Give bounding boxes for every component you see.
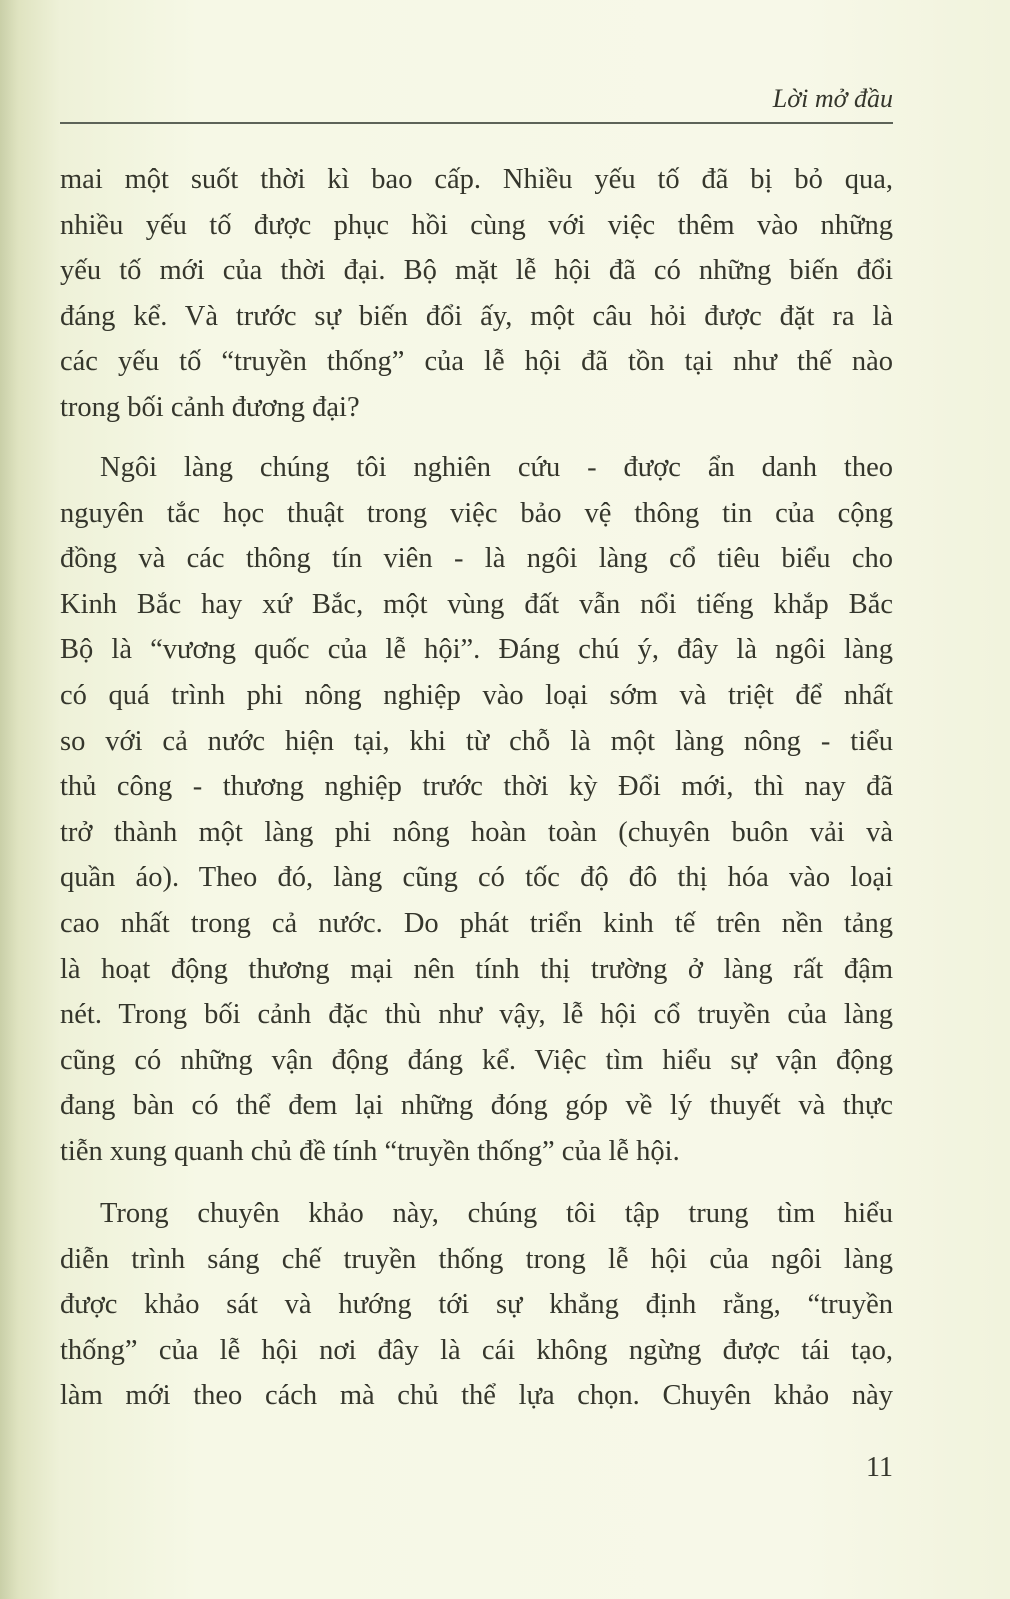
text-line: Trong chuyên khảo này, chúng tôi tập trung tìm hiểu: [100, 1198, 893, 1229]
paragraph-3: [60, 1191, 893, 1419]
text-line: Kinh Bắc hay xứ Bắc, một vùng đất vẫn nổi tiếng khắp Bắc: [60, 588, 893, 620]
text-line: thống” của lễ hội nơi đây là cái không ngừng được tái tạo,: [60, 1334, 893, 1366]
paragraph-2: [60, 445, 893, 1175]
text-line: nhiều yếu tố được phục hồi cùng với việc thêm vào những: [60, 209, 893, 241]
text-line: thủ công - thương nghiệp trước thời kỳ Đổi mới, thì nay đã: [60, 771, 893, 803]
text-line: các yếu tố “truyền thống” của lễ hội đã tồn tại như thế nào: [60, 346, 893, 378]
text-line: có quá trình phi nông nghiệp vào loại sớm và triệt để nhất: [60, 679, 893, 711]
text-line: cao nhất trong cả nước. Do phát triển kinh tế trên nền tảng: [60, 907, 893, 939]
text-line: tiễn xung quanh chủ đề tính “truyền thống” của lễ hội.: [60, 1135, 680, 1167]
text-line: nguyên tắc học thuật trong việc bảo vệ thông tin của cộng: [60, 497, 893, 529]
text-line: mai một suốt thời kì bao cấp. Nhiều yếu tố đã bị bỏ qua,: [60, 164, 893, 195]
text-line: đáng kể. Và trước sự biến đổi ấy, một câu hỏi được đặt ra là: [60, 300, 893, 332]
text-line: yếu tố mới của thời đại. Bộ mặt lễ hội đã có những biến đổi: [60, 255, 893, 287]
text-line: diễn trình sáng chế truyền thống trong lễ hội của ngôi làng: [60, 1243, 893, 1275]
chapter-title: Lời mở đầu: [772, 84, 893, 113]
text-line: quần áo). Theo đó, làng cũng có tốc độ đô thị hóa vào loại: [60, 862, 893, 894]
text-line: đang bàn có thể đem lại những đóng góp về lý thuyết và thực: [60, 1090, 893, 1122]
page-number: 11: [866, 1452, 893, 1483]
paragraph-1: [60, 157, 893, 431]
text-line: so với cả nước hiện tại, khi từ chỗ là một làng nông - tiểu: [60, 725, 893, 757]
text-line: Ngôi làng chúng tôi nghiên cứu - được ẩn danh theo: [100, 452, 893, 483]
text-line: cũng có những vận động đáng kể. Việc tìm hiểu sự vận động: [60, 1044, 893, 1076]
text-line: nét. Trong bối cảnh đặc thù như vậy, lễ hội cổ truyền của làng: [60, 999, 893, 1031]
text-line: là hoạt động thương mại nên tính thị trường ở làng rất đậm: [60, 953, 893, 985]
text-line: Bộ là “vương quốc của lễ hội”. Đáng chú ý, đây là ngôi làng: [60, 634, 893, 666]
text-line: được khảo sát và hướng tới sự khẳng định rằng, “truyền: [60, 1289, 893, 1321]
text-line: trở thành một làng phi nông hoàn toàn (chuyên buôn vải và: [60, 816, 893, 848]
text-line: làm mới theo cách mà chủ thể lựa chọn. Chuyên khảo này: [60, 1380, 893, 1412]
text-line: trong bối cảnh đương đại?: [60, 391, 360, 423]
text-line: đồng và các thông tín viên - là ngôi làng cổ tiêu biểu cho: [60, 543, 893, 575]
running-header: [60, 80, 893, 124]
